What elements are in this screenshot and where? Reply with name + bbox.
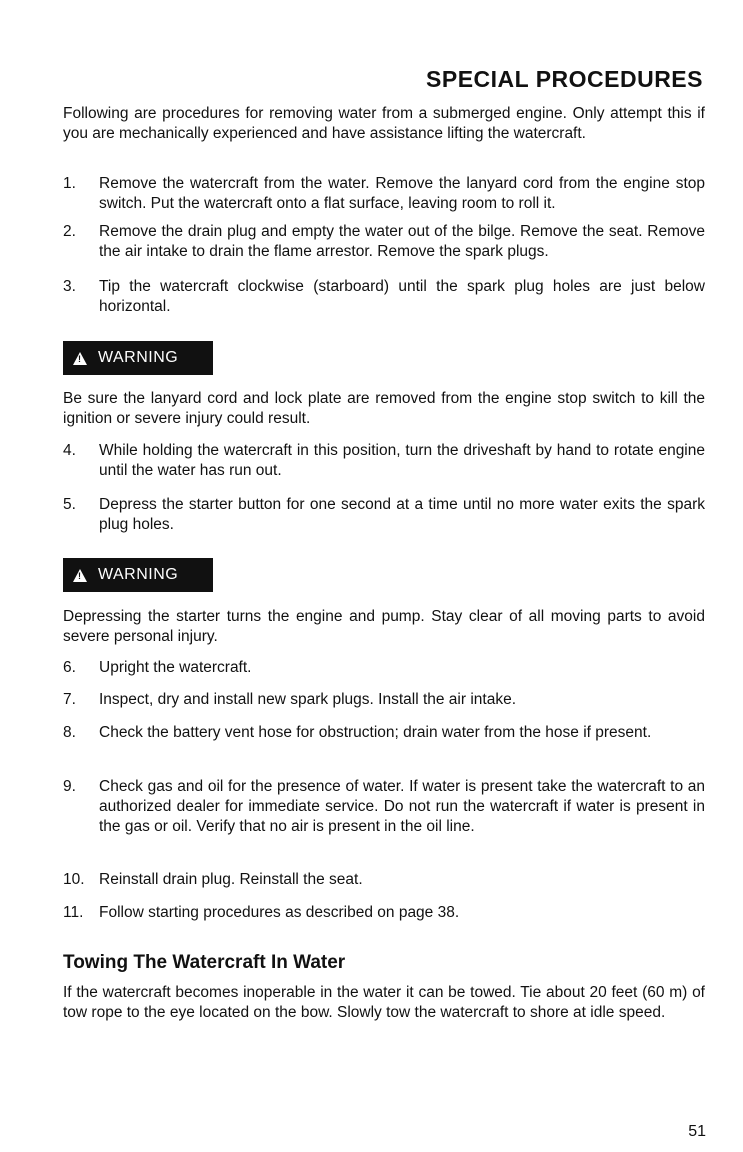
step-number: 5.: [63, 496, 76, 513]
step-text: Tip the watercraft clockwise (starboard) until the spark plug holes are just below horizontal.: [99, 278, 705, 315]
step-7: [63, 690, 705, 710]
intro-paragraph: Following are procedures for removing water from a submerged engine. Only attempt this if you are mechanically experienced and have assistance lifting the watercraft.: [63, 105, 705, 142]
step-number: 8.: [63, 724, 76, 741]
step-text: Upright the watercraft.: [99, 659, 252, 676]
warning-2-text: Depressing the starter turns the engine and pump. Stay clear of all moving parts to avoid severe personal injury.: [63, 608, 705, 645]
step-6: [63, 658, 705, 678]
step-11: [63, 903, 705, 923]
step-text: Reinstall drain plug. Reinstall the seat.: [99, 871, 363, 888]
warning-banner-1: [63, 341, 213, 375]
step-number: 7.: [63, 691, 76, 708]
step-9: [63, 777, 705, 837]
step-4: [63, 441, 705, 481]
step-text: Remove the drain plug and empty the water out of the bilge. Remove the seat. Remove the air intake to drain the flame arrestor. Remove the spark plugs.: [99, 223, 705, 260]
step-text: While holding the watercraft in this position, turn the driveshaft by hand to rotate engine until the water has run out.: [99, 442, 705, 479]
step-5: [63, 495, 705, 535]
warning-1-text: Be sure the lanyard cord and lock plate are removed from the engine stop switch to kill the ignition or severe injury could result.: [63, 390, 705, 427]
step-text: Check gas and oil for the presence of water. If water is present take the watercraft to an authorized dealer for immediate service. Do not run the watercraft if water is present in the gas or oil. Verify that no air is present in the oil line.: [99, 778, 705, 835]
step-text: Check the battery vent hose for obstruction; drain water from the hose if present.: [99, 724, 652, 741]
warning-label: WARNING: [98, 349, 179, 366]
towing-paragraph: If the watercraft becomes inoperable in the water it can be towed. Tie about 20 feet (60 m) of tow rope to the eye located on the bow. Slowly tow the watercraft to shore at idle speed.: [63, 984, 705, 1021]
step-number: 2.: [63, 223, 76, 240]
step-10: [63, 870, 705, 890]
page-number: 51: [688, 1123, 706, 1140]
step-2: [63, 222, 705, 262]
warning-banner-2: [63, 558, 213, 592]
warning-label: WARNING: [98, 566, 179, 583]
step-number: 1.: [63, 175, 76, 192]
warning-triangle-icon: [73, 569, 87, 582]
step-number: 10.: [63, 871, 85, 888]
step-text: Follow starting procedures as described on page 38.: [99, 904, 460, 921]
step-number: 3.: [63, 278, 76, 295]
step-number: 4.: [63, 442, 76, 459]
step-1: [63, 174, 705, 214]
step-8: [63, 723, 705, 743]
step-number: 9.: [63, 778, 76, 795]
towing-heading: Towing The Watercraft In Water: [63, 952, 346, 973]
step-number: 11.: [63, 904, 84, 921]
warning-triangle-icon: [73, 352, 87, 365]
step-text: Depress the starter button for one second at a time until no more water exits the spark plug holes.: [99, 496, 705, 533]
step-3: [63, 277, 705, 317]
step-text: Inspect, dry and install new spark plugs. Install the air intake.: [99, 691, 516, 708]
step-number: 6.: [63, 659, 76, 676]
step-text: Remove the watercraft from the water. Remove the lanyard cord from the engine stop switch. Put the watercraft onto a flat surface, leaving room to roll it.: [99, 175, 705, 212]
section-title: SPECIAL PROCEDURES: [426, 66, 703, 92]
